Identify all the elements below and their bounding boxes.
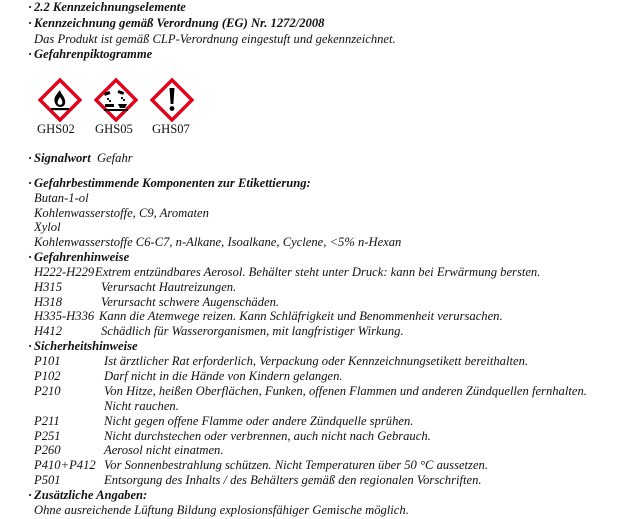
precaution-code: P101: [34, 354, 61, 368]
precaution-text: Darf nicht in die Hände von Kindern gelangen.: [104, 369, 343, 383]
precaution-text: Nicht rauchen.: [104, 399, 179, 413]
flame-icon: [38, 78, 82, 122]
exclamation-icon: [150, 78, 194, 122]
hazard-code: H318: [34, 295, 62, 309]
precaution-heading: Sicherheitshinweise: [34, 339, 138, 353]
pictograms-heading: Gefahrenpiktogramme: [34, 47, 153, 61]
hazard-code: H315: [34, 280, 62, 294]
components-heading: Gefahrbestimmende Komponenten zur Etikettierung:: [34, 176, 311, 190]
bullet-dot: ·: [28, 47, 33, 61]
precaution-code: P210: [34, 384, 61, 398]
bullet-dot: ·: [28, 250, 33, 264]
precaution-code: P260: [34, 443, 61, 457]
pictogram-code: GHS07: [152, 122, 190, 136]
bullet-dot: ·: [28, 176, 33, 190]
additional-text: Ohne ausreichende Lüftung Bildung explosionsfähiger Gemische möglich.: [34, 503, 409, 517]
component-item: Butan-1-ol: [34, 191, 89, 205]
hazard-text: Verursacht schwere Augenschäden.: [101, 295, 280, 309]
hazard-text: Verursacht Hautreizungen.: [101, 280, 237, 294]
regulation-heading: Kennzeichnung gemäß Verordnung (EG) Nr. 1272/2008: [34, 16, 325, 30]
precaution-text: Aerosol nicht einatmen.: [104, 443, 224, 457]
precaution-code: P251: [34, 429, 61, 443]
hazard-text: Kann die Atemwege reizen. Kann Schläfrigkeit und Benommenheit verursachen.: [99, 309, 503, 323]
hazard-heading: Gefahrenhinweise: [34, 250, 130, 264]
regulation-text: Das Produkt ist gemäß CLP-Verordnung eingestuft und gekennzeichnet.: [34, 32, 396, 46]
bullet-dot: ·: [28, 488, 33, 502]
section-heading: 2.2 Kennzeichnungselemente: [34, 0, 186, 14]
precaution-text: Nicht gegen offene Flamme oder andere Zündquelle sprühen.: [104, 414, 414, 428]
corrosion-icon: [94, 78, 138, 122]
precaution-code: P102: [34, 369, 61, 383]
hazard-code: H222-H229: [34, 265, 95, 279]
hazard-text: Schädlich für Wasserorganismen, mit langfristiger Wirkung.: [101, 324, 404, 338]
precaution-text: Entsorgung des Inhalts / des Behälters gemäß den regionalen Vorschriften.: [104, 473, 482, 487]
signal-word-value: Gefahr: [97, 151, 133, 165]
pictogram-code: GHS02: [37, 122, 75, 136]
precaution-text: Nicht durchstechen oder verbrennen, auch nicht nach Gebrauch.: [104, 429, 431, 443]
bullet-dot: ·: [28, 339, 33, 353]
component-item: Kohlenwasserstoffe, C9, Aromaten: [34, 206, 209, 220]
bullet-dot: ·: [28, 16, 33, 30]
precaution-text: Vor Sonnenbestrahlung schützen. Nicht Temperaturen über 50 °C aussetzen.: [104, 458, 488, 472]
precaution-code: P211: [34, 414, 60, 428]
precaution-code: P501: [34, 473, 61, 487]
additional-heading: Zusätzliche Angaben:: [34, 488, 148, 502]
component-item: Xylol: [34, 220, 61, 234]
bullet-dot: ·: [28, 0, 33, 14]
pictogram-code: GHS05: [95, 122, 133, 136]
hazard-code: H412: [34, 324, 62, 338]
component-item: Kohlenwasserstoffe C6-C7, n-Alkane, Isoalkane, Cyclene, <5% n-Hexan: [34, 235, 402, 249]
precaution-text: Von Hitze, heißen Oberflächen, Funken, offenen Flammen und anderen Zündquellen fernhalten.: [104, 384, 587, 398]
hazard-text: Extrem entzündbares Aerosol. Behälter steht unter Druck: kann bei Erwärmung bersten.: [95, 265, 541, 279]
bullet-dot: ·: [28, 151, 33, 165]
precaution-code: P410+P412: [34, 458, 96, 472]
signal-word-label: Signalwort: [34, 151, 91, 165]
hazard-code: H335-H336: [34, 309, 95, 323]
precaution-text: Ist ärztlicher Rat erforderlich, Verpackung oder Kennzeichnungsetikett bereithalten.: [104, 354, 529, 368]
